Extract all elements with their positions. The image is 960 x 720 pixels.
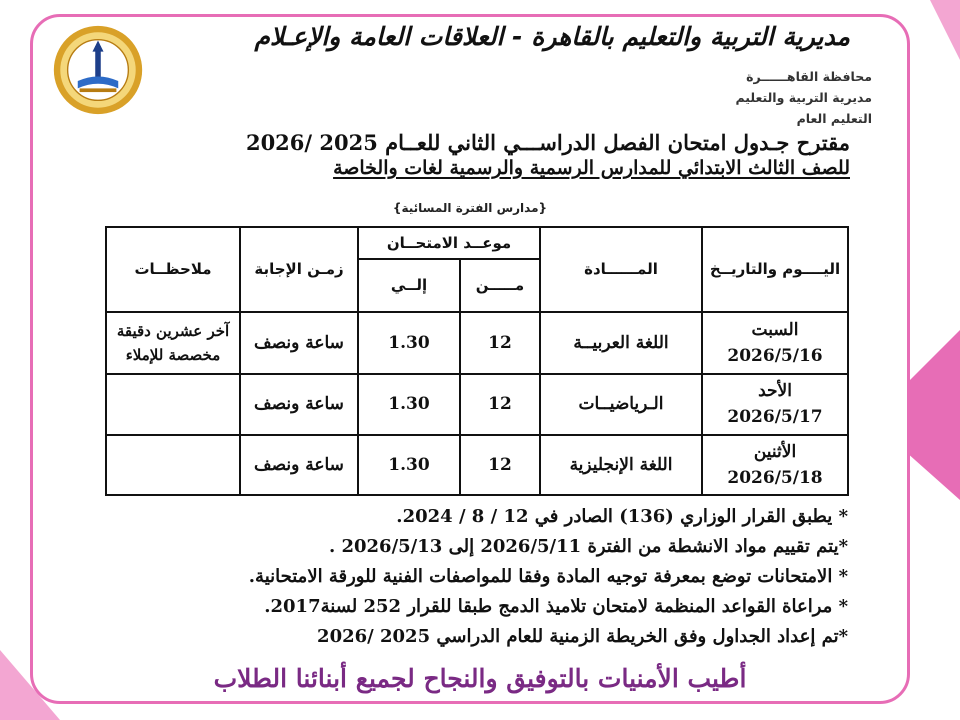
day-name: الأثنين	[753, 441, 797, 462]
org-department: التعليم العام	[796, 111, 872, 126]
note-item: * مراعاة القواعد المنظمة لامتحان تلاميذ الدمج طبقا للقرار 252 لسنة2017.	[264, 596, 848, 617]
notes-list	[249, 502, 848, 652]
table-row	[106, 374, 848, 434]
document-titles	[246, 130, 850, 180]
org-governorate: محافظة القاهــــــرة	[746, 69, 872, 84]
org-directorate: مديرية التربية والتعليم	[735, 90, 872, 105]
day-date-cell	[702, 374, 848, 434]
to-time-cell: 1.30	[358, 374, 460, 434]
from-time-cell: 12	[460, 312, 540, 374]
header-to: إلــي	[358, 259, 460, 311]
duration-cell: ساعة ونصف	[240, 312, 358, 374]
note-item: * يطبق القرار الوزاري (136) الصادر في 12 / 8 / 2024.	[396, 506, 848, 527]
subject-cell: الـرياضيــات	[540, 374, 702, 434]
education-directorate-logo-icon	[52, 24, 144, 116]
note-cell	[106, 374, 240, 434]
exam-date: 2026/5/18	[727, 467, 823, 488]
document-title: مقترح جـدول امتحان الفصل الدراســـي الثاني للعــام 2025 /2026	[245, 130, 850, 155]
header-notes: ملاحظــات	[106, 227, 240, 312]
subject-cell: اللغة الإنجليزية	[540, 435, 702, 495]
from-time-cell: 12	[460, 435, 540, 495]
day-date-cell	[702, 435, 848, 495]
note-cell	[106, 435, 240, 495]
note-item: *يتم تقييم مواد الانشطة من الفترة 2026/5/11 إلى 2026/5/13 .	[328, 536, 848, 557]
exam-date: 2026/5/17	[727, 407, 823, 428]
header-subject: المــــــادة	[540, 227, 702, 312]
duration-cell: ساعة ونصف	[240, 435, 358, 495]
day-name: الأحد	[758, 381, 792, 402]
table-row	[106, 312, 848, 374]
day-name: السبت	[751, 319, 799, 340]
day-date-cell	[702, 312, 848, 374]
period-label: {مدارس الفترة المسائية}	[392, 201, 548, 215]
from-time-cell: 12	[460, 374, 540, 434]
to-time-cell: 1.30	[358, 312, 460, 374]
document-subtitle: للصف الثالث الابتدائي للمدارس الرسمية والرسمية لغات والخاصة	[333, 157, 850, 179]
footer-wishes: أطيب الأمنيات بالتوفيق والنجاح لجميع أبنائنا الطلاب	[213, 664, 747, 693]
note-item: *تم إعداد الجداول وفق الخريطة الزمنية للعام الدراسي 2025 /2026	[317, 626, 848, 647]
to-time-cell: 1.30	[358, 435, 460, 495]
header-duration: زمـن الإجابة	[240, 227, 358, 312]
header-exam-time: موعــد الامتحــان	[358, 227, 540, 259]
header-from: مـــــن	[460, 259, 540, 311]
subject-cell: اللغة العربيــة	[540, 312, 702, 374]
header-day-date: اليــــوم والتاريــخ	[702, 227, 848, 312]
duration-cell: ساعة ونصف	[240, 374, 358, 434]
note-item: * الامتحانات توضع بمعرفة توجيه المادة وفقا للمواصفات الفنية للورقة الامتحانية.	[248, 566, 848, 587]
header-title: مديرية التربية والتعليم بالقاهرة - العلاقات العامة والإعـلام	[254, 22, 850, 51]
table-row	[106, 435, 848, 495]
issuing-organization	[735, 66, 872, 129]
note-cell: آخر عشرين دقيقة مخصصة للإملاء	[106, 312, 240, 374]
exam-schedule-table	[105, 226, 849, 496]
exam-date: 2026/5/16	[727, 345, 823, 366]
